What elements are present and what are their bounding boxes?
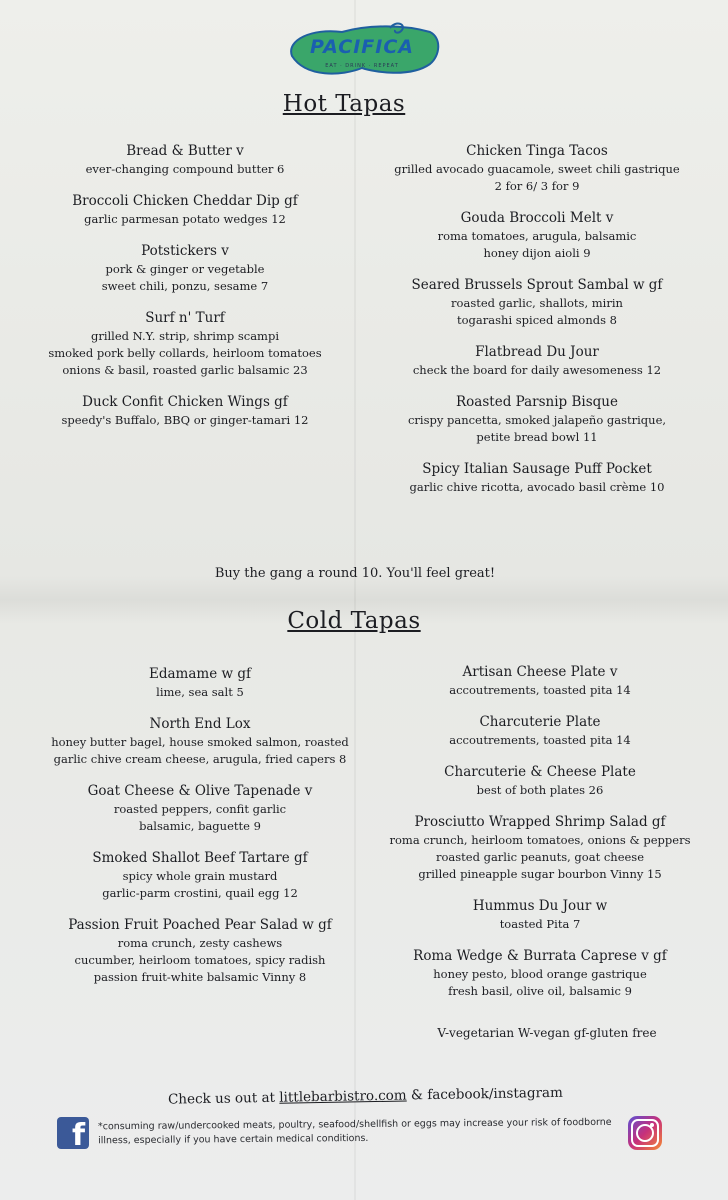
menu-item-description: accoutrements, toasted pita 14 <box>449 683 631 697</box>
menu-item-name: Bread & Butter v <box>126 143 244 159</box>
menu-item-name: Potstickers v <box>141 243 229 259</box>
menu-item <box>362 142 712 195</box>
menu-item <box>362 393 712 446</box>
diet-legend: V-vegetarian W-vegan gf-gluten free <box>437 1026 657 1040</box>
menu-item-description: sweet chili, ponzu, sesame 7 <box>101 279 269 293</box>
menu-item-name: Spicy Italian Sausage Puff Pocket <box>422 461 652 477</box>
menu-item <box>370 813 710 883</box>
menu-item <box>370 763 710 799</box>
menu-item <box>20 393 350 429</box>
round-note: Buy the gang a round 10. You'll feel great! <box>214 566 496 581</box>
food-safety-disclaimer: *consuming raw/undercooked meats, poultry, seafood/shellfish or eggs may increase your risk of foodborne illness, especially if you have certain medical conditions. <box>97 1116 612 1147</box>
menu-item-description: roma tomatoes, arugula, balsamic <box>437 229 637 243</box>
menu-item <box>20 916 380 986</box>
menu-item-name: Prosciutto Wrapped Shrimp Salad gf <box>414 814 666 830</box>
menu-item-description: garlic parmesan potato wedges 12 <box>84 212 286 226</box>
menu-item-name: Roasted Parsnip Bisque <box>456 394 618 410</box>
menu-item-description: roasted garlic peanuts, goat cheese <box>435 850 645 864</box>
menu-item-name: Broccoli Chicken Cheddar Dip gf <box>72 193 298 209</box>
paper-fold <box>354 0 356 1200</box>
menu-item <box>370 713 710 749</box>
cold-tapas-right-column <box>370 663 710 1014</box>
menu-item-description: petite bread bowl 11 <box>476 430 598 444</box>
menu-item <box>20 192 350 228</box>
menu-item-description: grilled N.Y. strip, shrimp scampi <box>90 329 280 343</box>
menu-item <box>362 276 712 329</box>
menu-item-name: Chicken Tinga Tacos <box>466 143 608 159</box>
menu-item-description: roma crunch, zesty cashews <box>117 936 283 950</box>
menu-item-description: roma crunch, heirloom tomatoes, onions & peppers <box>389 833 691 847</box>
menu-item-description: crispy pancetta, smoked jalapeño gastrique, <box>407 413 667 427</box>
menu-item-description: passion fruit-white balsamic Vinny 8 <box>93 970 307 984</box>
menu-item-name: Passion Fruit Poached Pear Salad w gf <box>68 917 332 933</box>
menu-item-description: onions & basil, roasted garlic balsamic 23 <box>62 363 308 377</box>
menu-item-name: Edamame w gf <box>149 666 251 682</box>
menu-item-description: 2 for 6/ 3 for 9 <box>494 179 580 193</box>
menu-item <box>20 782 380 835</box>
menu-item <box>20 665 380 701</box>
menu-item-description: check the board for daily awesomeness 12 <box>412 363 662 377</box>
hot-tapas-right-column <box>362 142 712 510</box>
menu-item-description: garlic chive cream cheese, arugula, fried capers 8 <box>53 752 347 766</box>
menu-item-description: roasted peppers, confit garlic <box>113 802 287 816</box>
menu-item <box>20 715 380 768</box>
menu-item-description: speedy's Buffalo, BBQ or ginger-tamari 12 <box>61 413 309 427</box>
menu-item-description: honey pesto, blood orange gastrique <box>433 967 647 981</box>
menu-item-name: Gouda Broccoli Melt v <box>460 210 614 226</box>
menu-item-name: Goat Cheese & Olive Tapenade v <box>87 783 313 799</box>
menu-item <box>362 460 712 496</box>
menu-item-description: best of both plates 26 <box>476 783 604 797</box>
menu-item <box>20 242 350 295</box>
menu-item <box>370 897 710 933</box>
cold-tapas-left-column <box>20 665 380 1000</box>
cold-tapas-title: Cold Tapas <box>287 608 421 634</box>
logo-wordmark: PACIFICA <box>309 36 414 58</box>
menu-item-description: accoutrements, toasted pita 14 <box>449 733 631 747</box>
menu-item-name: Surf n' Turf <box>145 310 225 326</box>
menu-item-description: grilled avocado guacamole, sweet chili gastrique <box>394 162 680 176</box>
check-us-out-suffix: & facebook/instagram <box>410 1084 563 1104</box>
menu-item-description: roasted garlic, shallots, mirin <box>451 296 623 310</box>
menu-item-name: Charcuterie Plate <box>479 714 601 730</box>
menu-item-name: North End Lox <box>149 716 251 732</box>
website-link[interactable]: littlebarbistro.com <box>279 1087 407 1106</box>
menu-item <box>370 947 710 1000</box>
menu-item-description: spicy whole grain mustard <box>122 869 278 883</box>
menu-item-name: Charcuterie & Cheese Plate <box>444 764 636 780</box>
hot-tapas-title: Hot Tapas <box>282 91 406 117</box>
menu-item-name: Hummus Du Jour w <box>472 898 608 914</box>
menu-item <box>362 343 712 379</box>
hot-tapas-left-column <box>20 142 350 443</box>
menu-item-description: honey dijon aioli 9 <box>483 246 591 260</box>
menu-item-name: Smoked Shallot Beef Tartare gf <box>92 850 308 866</box>
menu-item-description: grilled pineapple sugar bourbon Vinny 15 <box>418 867 662 881</box>
pacifica-logo <box>282 22 442 80</box>
menu-item-name: Roma Wedge & Burrata Caprese v gf <box>413 948 667 964</box>
menu-item-description: balsamic, baguette 9 <box>139 819 261 833</box>
menu-item-name: Flatbread Du Jour <box>475 344 599 360</box>
instagram-icon[interactable] <box>628 1116 662 1150</box>
menu-item-description: garlic chive ricotta, avocado basil crème 10 <box>409 480 665 494</box>
check-us-out-prefix: Check us out at <box>167 1089 276 1108</box>
facebook-icon[interactable]: f <box>57 1117 89 1149</box>
menu-item-name: Seared Brussels Sprout Sambal w gf <box>411 277 663 293</box>
menu-item-description: pork & ginger or vegetable <box>105 262 265 276</box>
menu-item <box>20 309 350 379</box>
menu-item <box>362 209 712 262</box>
menu-item-description: lime, sea salt 5 <box>156 685 244 699</box>
menu-item-description: fresh basil, olive oil, balsamic 9 <box>448 984 632 998</box>
menu-item-name: Artisan Cheese Plate v <box>462 664 618 680</box>
menu-item-description: cucumber, heirloom tomatoes, spicy radish <box>74 953 326 967</box>
logo-tagline: EAT · DRINK · REPEAT <box>325 63 399 69</box>
menu-item-name: Duck Confit Chicken Wings gf <box>82 394 288 410</box>
menu-item <box>370 663 710 699</box>
menu-item-description: smoked pork belly collards, heirloom tomatoes <box>48 346 322 360</box>
menu-item-description: toasted Pita 7 <box>499 917 581 931</box>
menu-item-description: togarashi spiced almonds 8 <box>457 313 617 327</box>
menu-item-description: honey butter bagel, house smoked salmon, roasted <box>51 735 349 749</box>
menu-item-description: garlic-parm crostini, quail egg 12 <box>102 886 298 900</box>
menu-item-description: ever-changing compound butter 6 <box>85 162 285 176</box>
menu-item <box>20 142 350 178</box>
menu-item <box>20 849 380 902</box>
